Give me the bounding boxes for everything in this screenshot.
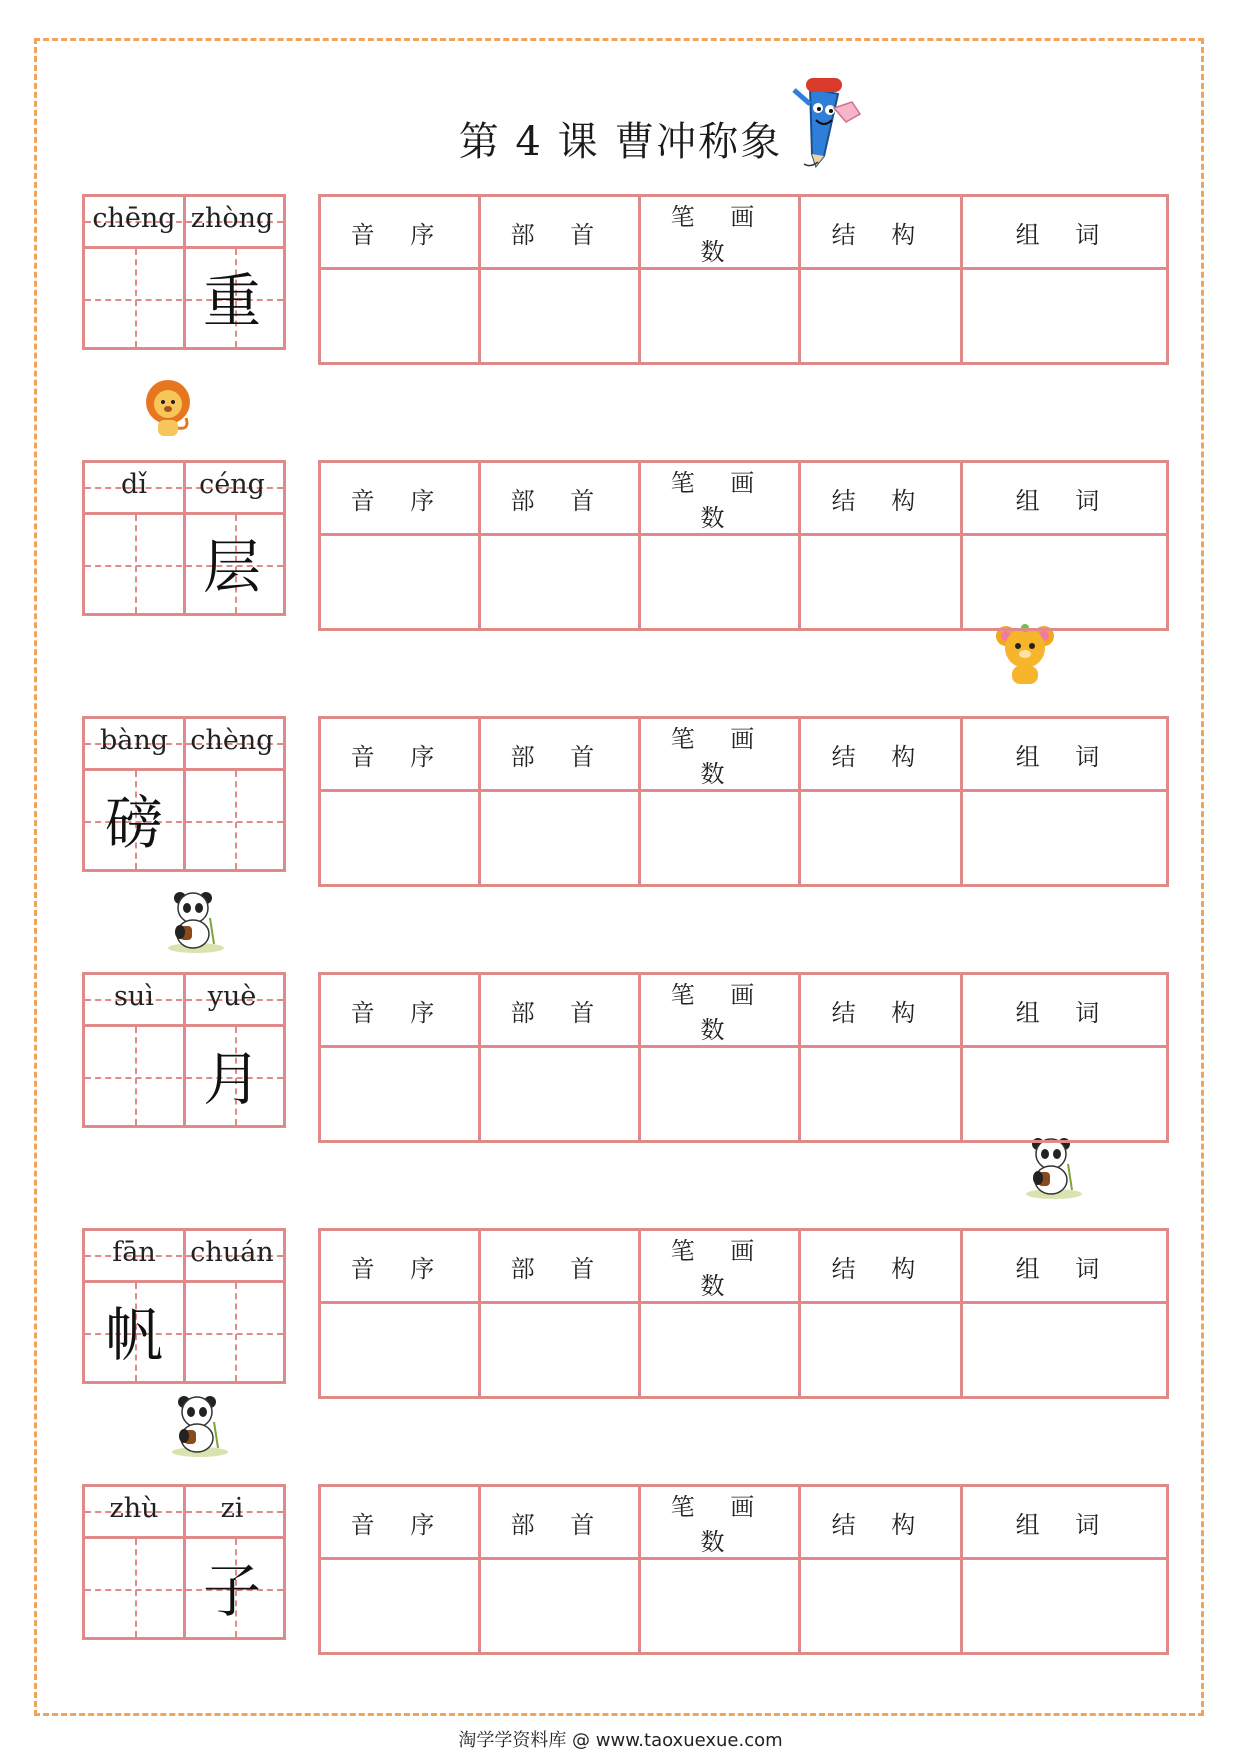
column-header: 组 词 xyxy=(962,974,1168,1047)
answer-cell[interactable] xyxy=(640,535,800,630)
answer-cell[interactable] xyxy=(320,1303,480,1398)
column-header: 笔 画 数 xyxy=(640,1486,800,1559)
info-table xyxy=(318,716,1169,887)
answer-cell[interactable] xyxy=(320,1559,480,1654)
hanzi-1 xyxy=(85,1543,183,1639)
column-header: 部 首 xyxy=(480,974,640,1047)
column-header: 结 构 xyxy=(800,1486,962,1559)
answer-cell[interactable] xyxy=(800,1047,962,1142)
answer-cell[interactable] xyxy=(962,1559,1168,1654)
column-header: 结 构 xyxy=(800,1230,962,1303)
answer-cell[interactable] xyxy=(962,1047,1168,1142)
column-header: 部 首 xyxy=(480,1230,640,1303)
answer-cell[interactable] xyxy=(800,535,962,630)
char-row xyxy=(82,194,1182,350)
answer-cell[interactable] xyxy=(640,1559,800,1654)
char-row xyxy=(82,1484,1182,1640)
answer-cell[interactable] xyxy=(320,269,480,364)
panda-icon xyxy=(1024,1134,1086,1200)
answer-cell[interactable] xyxy=(800,269,962,364)
tianzige-box xyxy=(82,460,286,616)
answer-cell[interactable] xyxy=(480,269,640,364)
hanzi-2: 子 xyxy=(202,1557,261,1625)
column-header: 笔 画 数 xyxy=(640,1230,800,1303)
answer-cell[interactable] xyxy=(320,791,480,886)
hanzi-1 xyxy=(85,253,183,349)
pinyin-1: chēng xyxy=(92,203,176,234)
char-row xyxy=(82,1228,1182,1384)
pinyin-2: céng xyxy=(199,469,265,500)
column-header: 部 首 xyxy=(480,462,640,535)
hanzi-2: 重 xyxy=(202,267,261,335)
answer-cell[interactable] xyxy=(640,1303,800,1398)
answer-cell[interactable] xyxy=(480,1047,640,1142)
answer-cell[interactable] xyxy=(800,791,962,886)
column-header: 笔 画 数 xyxy=(640,718,800,791)
info-table xyxy=(318,972,1169,1143)
info-table xyxy=(318,1484,1169,1655)
hanzi-2 xyxy=(183,775,281,871)
hanzi-1: 磅 xyxy=(104,789,163,857)
answer-cell[interactable] xyxy=(480,791,640,886)
pinyin-2: chuán xyxy=(190,1237,274,1268)
pinyin-1: suì xyxy=(114,981,154,1012)
column-header: 音 序 xyxy=(320,1230,480,1303)
column-header: 音 序 xyxy=(320,1486,480,1559)
hanzi-2: 层 xyxy=(202,533,261,601)
column-header: 笔 画 数 xyxy=(640,462,800,535)
tianzige-box xyxy=(82,1484,286,1640)
answer-cell[interactable] xyxy=(800,1559,962,1654)
column-header: 组 词 xyxy=(962,462,1168,535)
column-header: 结 构 xyxy=(800,718,962,791)
char-row xyxy=(82,972,1182,1128)
column-header: 部 首 xyxy=(480,1486,640,1559)
pinyin-1: fān xyxy=(112,1237,156,1268)
info-table xyxy=(318,1228,1169,1399)
footer-watermark: 淘学学资料库 @ www.taoxuexue.com xyxy=(458,1730,783,1751)
pinyin-2: zhòng xyxy=(190,203,274,234)
pinyin-1: zhù xyxy=(109,1493,159,1524)
column-header: 组 词 xyxy=(962,1486,1168,1559)
info-table xyxy=(318,460,1169,631)
pinyin-2: yuè xyxy=(207,981,257,1012)
pinyin-2: zi xyxy=(220,1493,244,1524)
column-header: 部 首 xyxy=(480,718,640,791)
answer-cell[interactable] xyxy=(320,1047,480,1142)
column-header: 音 序 xyxy=(320,462,480,535)
pinyin-1: dǐ xyxy=(121,469,147,500)
answer-cell[interactable] xyxy=(962,1303,1168,1398)
answer-cell[interactable] xyxy=(640,269,800,364)
pinyin-1: bàng xyxy=(99,725,169,756)
column-header: 部 首 xyxy=(480,196,640,269)
column-header: 音 序 xyxy=(320,974,480,1047)
info-table xyxy=(318,194,1169,365)
tianzige-box xyxy=(82,1228,286,1384)
panda-icon xyxy=(166,888,228,954)
answer-cell[interactable] xyxy=(480,1559,640,1654)
column-header: 笔 画 数 xyxy=(640,196,800,269)
lion-icon xyxy=(140,378,196,440)
column-header: 音 序 xyxy=(320,196,480,269)
column-header: 结 构 xyxy=(800,462,962,535)
pencil-mascot-icon xyxy=(780,74,876,170)
panda-icon xyxy=(170,1392,232,1458)
hanzi-2: 月 xyxy=(202,1045,261,1113)
answer-cell[interactable] xyxy=(962,535,1168,630)
column-header: 组 词 xyxy=(962,196,1168,269)
pinyin-2: chèng xyxy=(190,725,274,756)
tianzige-box xyxy=(82,972,286,1128)
column-header: 组 词 xyxy=(962,1230,1168,1303)
char-row xyxy=(82,716,1182,872)
hanzi-2 xyxy=(183,1287,281,1383)
page-title: 第 4 课 曹冲称象 xyxy=(458,119,783,165)
hanzi-1 xyxy=(85,1031,183,1127)
answer-cell[interactable] xyxy=(480,535,640,630)
answer-cell[interactable] xyxy=(320,535,480,630)
answer-cell[interactable] xyxy=(480,1303,640,1398)
answer-cell[interactable] xyxy=(640,791,800,886)
answer-cell[interactable] xyxy=(962,269,1168,364)
tianzige-box xyxy=(82,194,286,350)
hanzi-1: 帆 xyxy=(104,1301,163,1369)
hanzi-1 xyxy=(85,519,183,615)
column-header: 结 构 xyxy=(800,196,962,269)
char-row xyxy=(82,460,1182,616)
column-header: 结 构 xyxy=(800,974,962,1047)
column-header: 笔 画 数 xyxy=(640,974,800,1047)
tianzige-box xyxy=(82,716,286,872)
answer-cell[interactable] xyxy=(640,1047,800,1142)
answer-cell[interactable] xyxy=(800,1303,962,1398)
answer-cell[interactable] xyxy=(962,791,1168,886)
column-header: 组 词 xyxy=(962,718,1168,791)
column-header: 音 序 xyxy=(320,718,480,791)
